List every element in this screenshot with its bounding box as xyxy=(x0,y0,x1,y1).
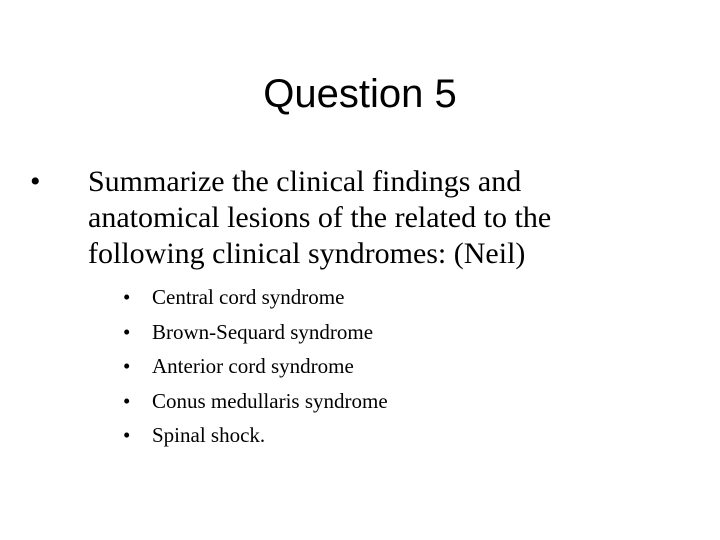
list-item-text: Central cord syndrome xyxy=(152,285,345,309)
bullet-icon: • xyxy=(30,165,41,198)
bullet-icon: • xyxy=(123,319,131,344)
list-item-text: Spinal shock. xyxy=(152,423,266,447)
bullet-icon: • xyxy=(123,354,131,378)
syndrome-list xyxy=(123,280,623,453)
list-item-text: Conus medullaris syndrome xyxy=(152,388,388,413)
main-bullet xyxy=(30,164,650,272)
list-item xyxy=(123,280,623,315)
list-item xyxy=(123,384,623,419)
bullet-icon: • xyxy=(123,285,131,309)
list-item-text: Anterior cord syndrome xyxy=(152,354,354,378)
list-item xyxy=(123,315,623,350)
list-item xyxy=(123,349,623,384)
main-bullet-text: Summarize the clinical findings and anatomical lesions of the related to the following clinical syndromes: (Neil) xyxy=(88,165,552,270)
bullet-icon: • xyxy=(123,388,131,413)
slide-title: Question 5 xyxy=(263,72,457,116)
list-item xyxy=(123,418,623,453)
list-item-text: Brown-Sequard syndrome xyxy=(152,319,374,344)
bullet-icon: • xyxy=(123,423,131,447)
